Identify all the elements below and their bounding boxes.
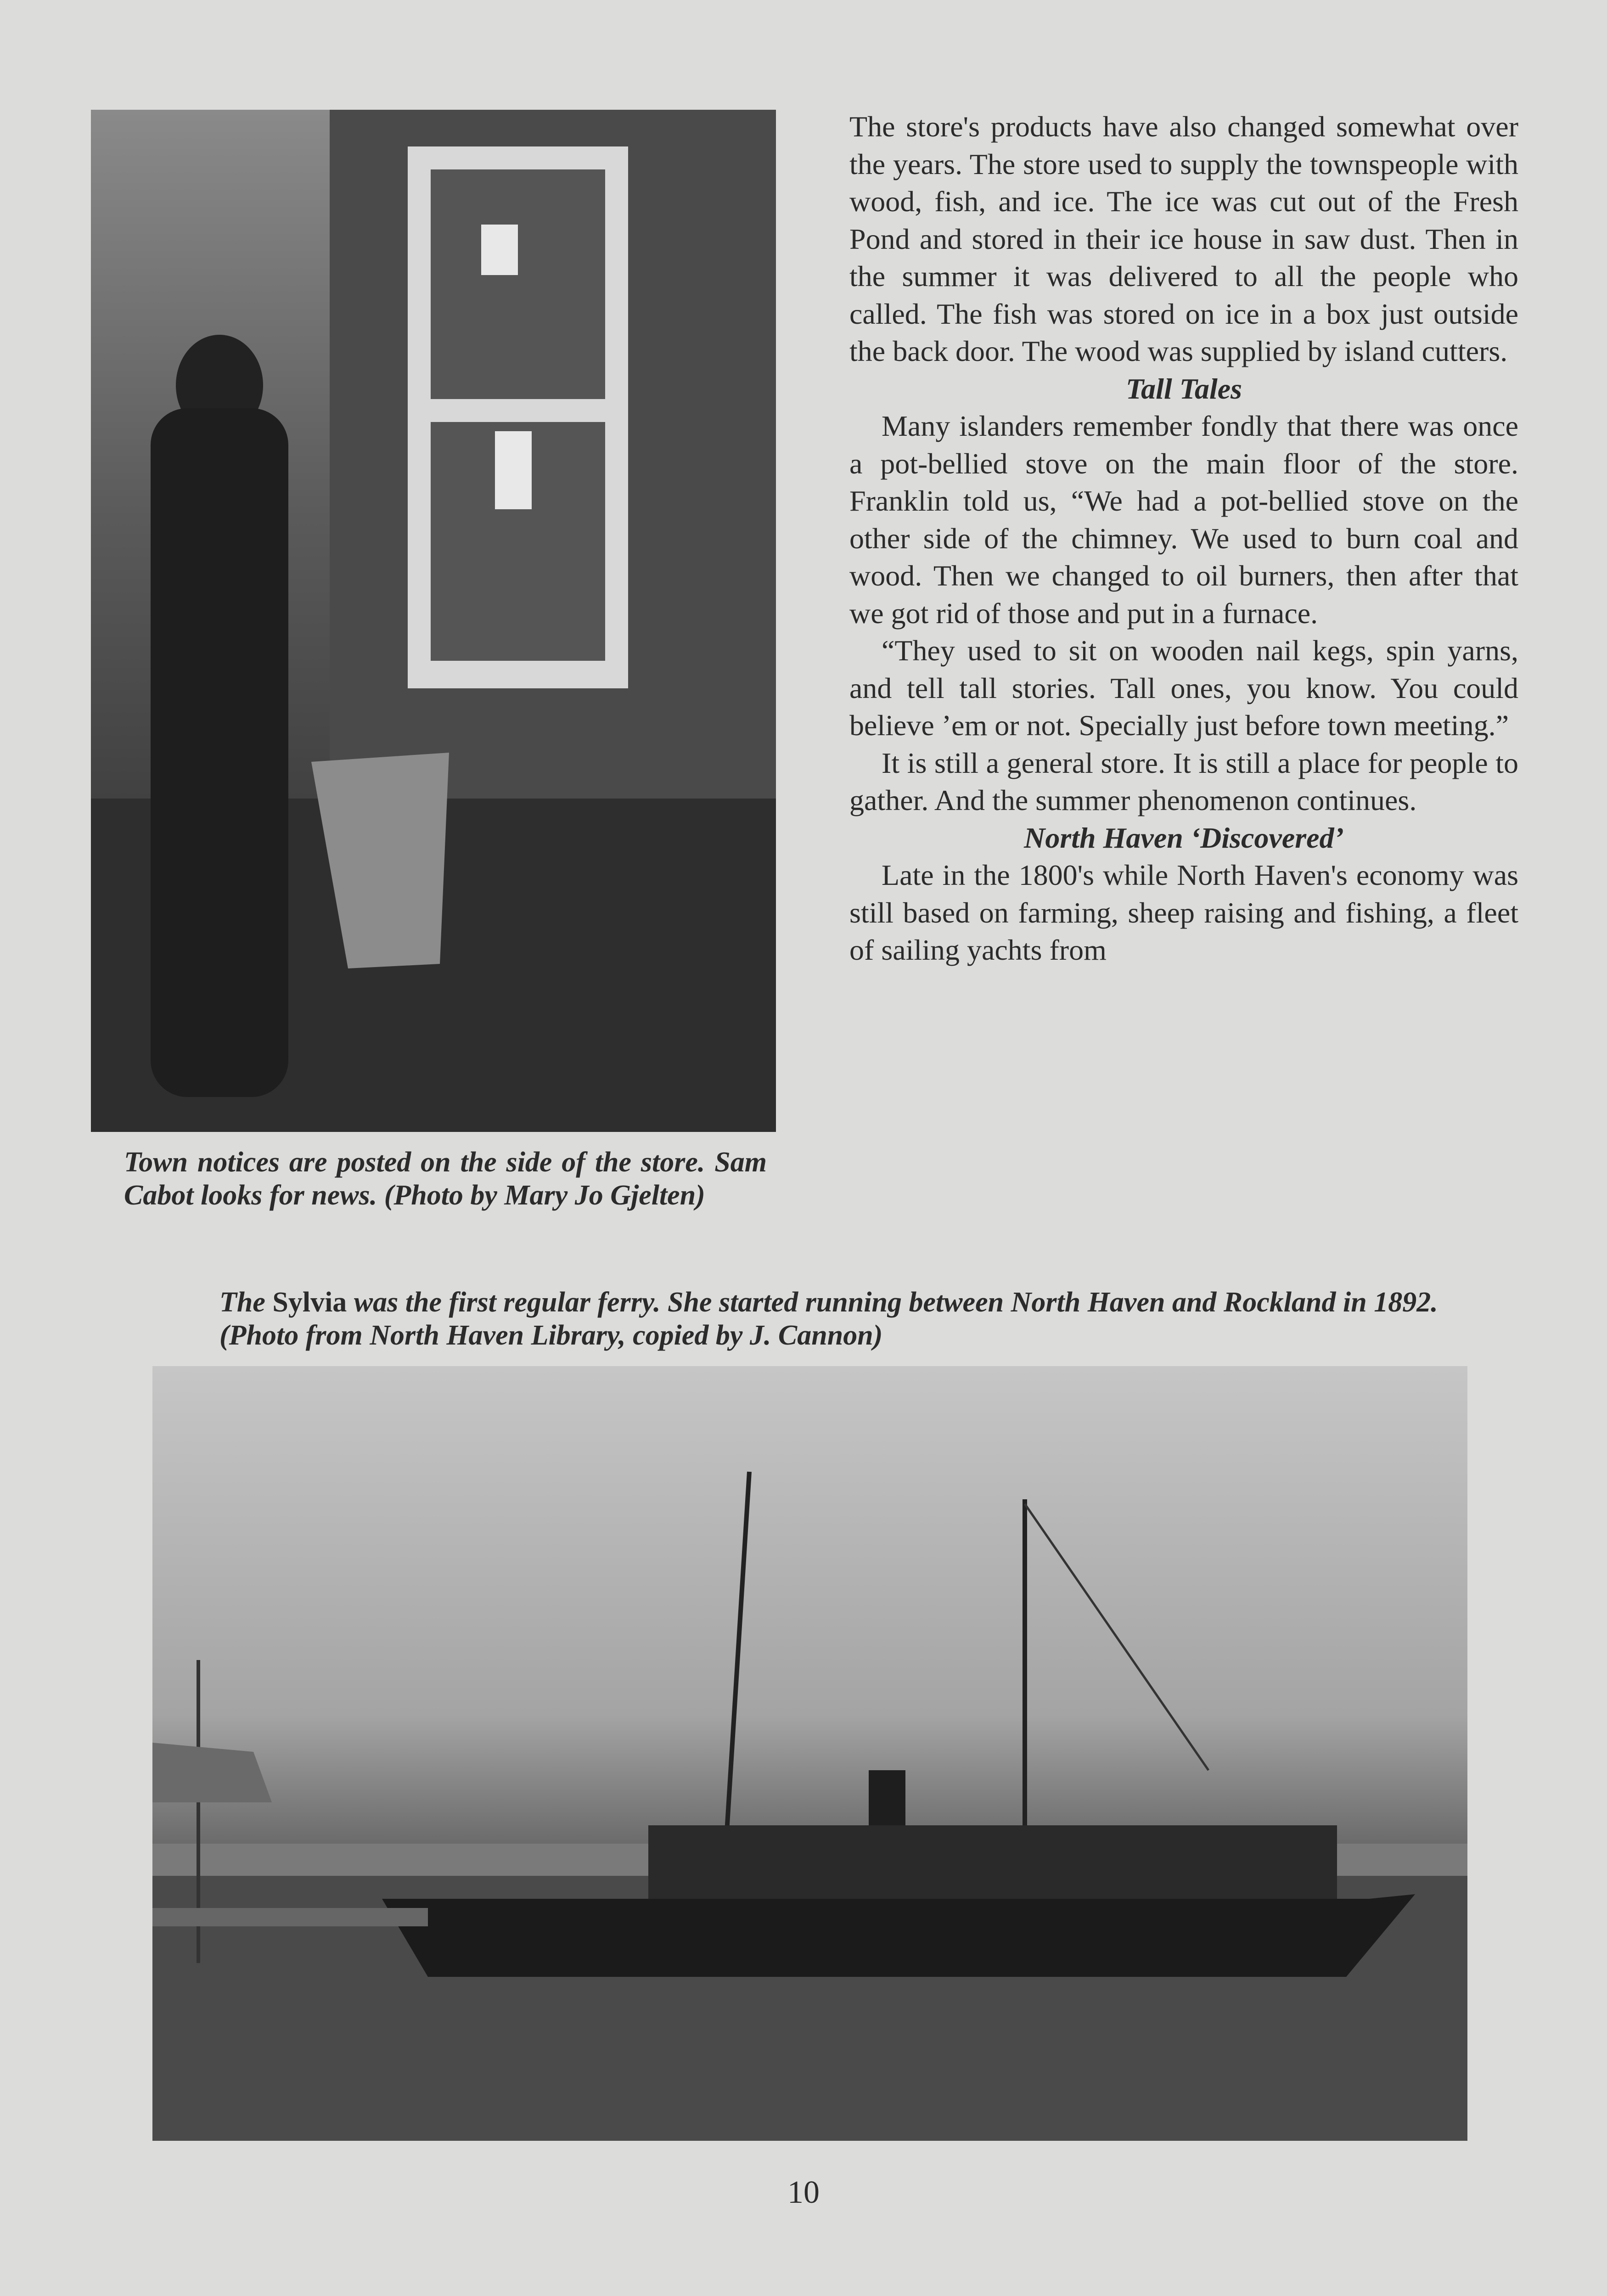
- page-number: 10: [787, 2175, 820, 2210]
- store-notice-photo: [91, 110, 776, 1132]
- article-paragraph: “They used to sit on wooden nail kegs, spin yarns, and tell tall stories. Tall ones, you know. You could believe ’em or not. Specially just before town meeting.”: [849, 634, 1518, 742]
- subheading-north-haven-discovered: North Haven ‘Discovered’: [1024, 821, 1344, 854]
- ferry-photo-graphic: [152, 1366, 1467, 2141]
- subheading-tall-tales: Tall Tales: [1125, 372, 1242, 405]
- store-photo-caption: Town notices are posted on the side of the store. Sam Cabot looks for news. (Photo by Mary Jo Gjelten): [124, 1147, 767, 1211]
- store-notice-photo-graphic: [91, 110, 776, 1132]
- article-paragraph: It is still a general store. It is still a place for people to gather. And the summer phenomenon continues.: [849, 746, 1518, 816]
- article-paragraph: Late in the 1800's while North Haven's economy was still based on farming, sheep raising and fishing, a fleet of sailing yachts from: [849, 859, 1518, 966]
- caption-text: was the first regular ferry. She started running between North Haven and Rockland in 1892. (Photo from North Haven Library, copied by J. Cannon): [219, 1287, 1438, 1351]
- article-paragraph: The store's products have also changed somewhat over the years. The store used to supply the townspeople with wood, fish, and ice. The ice was cut out of the Fresh Pond and stored in their ice house in saw dust. Then in the summer it was delivered to all the people who called. The fish was stored on ice in a box just outside the back door. The wood was supplied by island cutters.: [849, 110, 1518, 367]
- article-paragraph: Many islanders remember fondly that there was once a pot-bellied stove on the main floor of the store. Franklin told us, “We had a pot-bellied stove on the other side of the chimney. We used to burn coal and wood. Then we changed to oil burners, then after that we got rid of those and put in a furnace.: [849, 410, 1518, 630]
- caption-text: The: [219, 1287, 265, 1318]
- ferry-name: Sylvia: [272, 1287, 347, 1318]
- article-column: [849, 108, 1518, 969]
- ferry-sylvia-photo: [152, 1366, 1467, 2141]
- ferry-photo-caption: [219, 1286, 1459, 1352]
